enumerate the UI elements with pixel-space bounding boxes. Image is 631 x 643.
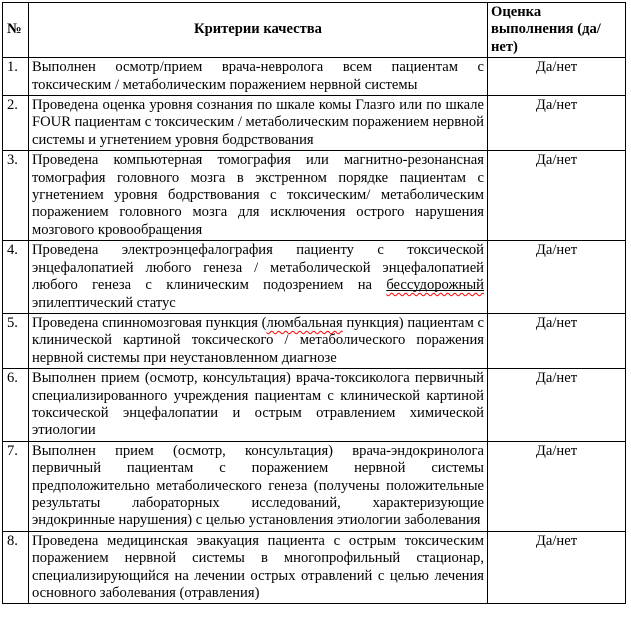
criteria-cell: Проведена компьютерная томография или магнитно-резонансная томография головного мозга в экстренном порядке пациентам с угнетением уровня бодрствования с токсическим/ метаболическим поражением головного мозга для исключения острого нарушения мозгового кровообращения — [29, 151, 488, 241]
table-row — [3, 369, 626, 442]
quality-criteria-table — [2, 2, 626, 604]
score-cell: Да/нет — [488, 531, 626, 604]
row-number-cell: 2. — [3, 96, 29, 151]
table-row — [3, 96, 626, 151]
table-row — [3, 531, 626, 604]
score-cell: Да/нет — [488, 151, 626, 241]
criteria-text: Проведена электроэнцефалография пациенту с токсической энцефалопатией любого генеза / метаболической энцефалопатией любого генеза с клиническим подозрением на — [32, 242, 484, 294]
header-criteria: Критерии качества — [29, 3, 488, 58]
row-number-cell: 8. — [3, 531, 29, 604]
row-number-cell: 7. — [3, 441, 29, 531]
header-score: Оценка выполнения (да/нет) — [488, 3, 626, 58]
criteria-cell: Проведена медицинская эвакуация пациента с острым токсическим поражением нервной системы в многопрофильный стационар, специализирующийся на лечении острых отравлений с целью лечения основного заболевания (отравления) — [29, 531, 488, 604]
score-cell: Да/нет — [488, 58, 626, 96]
criteria-cell: Выполнен прием (осмотр, консультация) врача-токсиколога первичный специализированного учреждения пациентам с клинической картиной токсической энцефалопатии и острым отравлением химической этиологии — [29, 369, 488, 442]
score-cell: Да/нет — [488, 241, 626, 314]
score-cell: Да/нет — [488, 313, 626, 368]
document-page — [0, 2, 631, 604]
misspelled-word: люмбальная — [266, 314, 343, 331]
score-cell: Да/нет — [488, 441, 626, 531]
misspelled-word: бессудорожный — [386, 277, 484, 294]
criteria-cell: Проведена оценка уровня сознания по шкале комы Глазго или по шкале FOUR пациентам с токсическим / метаболическим поражением нервной системы и угнетением уровня бодрствования — [29, 96, 488, 151]
criteria-text: Проведена спинномозговая пункция ( — [32, 314, 267, 331]
table-row — [3, 151, 626, 241]
header-row — [3, 3, 626, 58]
row-number-cell: 5. — [3, 313, 29, 368]
score-cell: Да/нет — [488, 96, 626, 151]
row-number-cell: 4. — [3, 241, 29, 314]
table-row — [3, 441, 626, 531]
header-number: № — [3, 3, 29, 58]
criteria-cell — [29, 313, 488, 368]
score-cell: Да/нет — [488, 369, 626, 442]
table-row — [3, 241, 626, 314]
criteria-text: пункция) пациентам с клинической картиной токсического / метаболического поражения нервной системы при неустановленном диагнозе — [32, 314, 484, 366]
table-row — [3, 58, 626, 96]
criteria-cell: Выполнен осмотр/прием врача-невролога всем пациентам с токсическим / метаболическим поражением нервной системы — [29, 58, 488, 96]
row-number-cell: 6. — [3, 369, 29, 442]
criteria-cell — [29, 241, 488, 314]
row-number-cell: 1. — [3, 58, 29, 96]
row-number-cell: 3. — [3, 151, 29, 241]
criteria-text: эпилептический статус — [32, 294, 176, 311]
table-row — [3, 313, 626, 368]
criteria-cell: Выполнен прием (осмотр, консультация) врача-эндокринолога первичный пациентам с поражением нервной системы предположительно метаболического генеза (получены положительные результаты лабораторных исследований, характеризующие эндокринные нарушения) с целью установления этиологии заболевания — [29, 441, 488, 531]
underlined-word — [386, 277, 484, 293]
